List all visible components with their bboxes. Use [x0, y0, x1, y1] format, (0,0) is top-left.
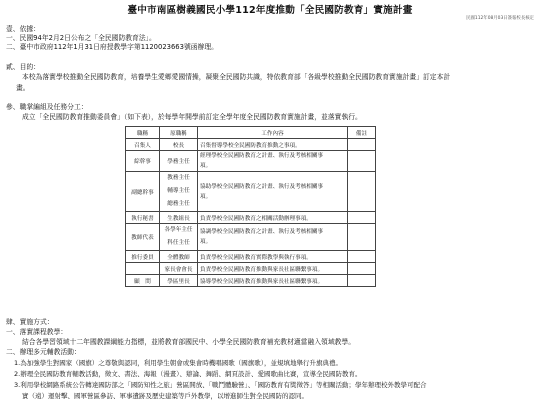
- header-note: 備註: [348, 127, 376, 139]
- section-4-item-2: 二、辦理多元輔教活動：: [6, 348, 81, 356]
- title-cell: [160, 172, 198, 212]
- title-text: 教務主任: [167, 175, 190, 181]
- title-text: 科任主任: [167, 240, 190, 246]
- title-text: 各學年主任: [164, 227, 193, 233]
- section-4-item-1: 一、落實課程教學：: [6, 328, 68, 336]
- table-row: [126, 212, 376, 224]
- work-text-cont: 項。: [200, 239, 212, 245]
- role-cell: 綜幹事: [126, 151, 160, 172]
- work-text: 協調學校全民國防教育之計畫、執行及考核相關事: [200, 229, 324, 235]
- table-row: [126, 172, 376, 212]
- note-cell: [348, 263, 376, 275]
- header-role: 職稱: [126, 127, 160, 139]
- note-cell: [348, 139, 376, 151]
- work-text-cont: 項。: [200, 193, 212, 200]
- table-row: [126, 151, 376, 172]
- title-cell: [160, 224, 198, 251]
- title-cell: 家長會會長: [160, 263, 198, 275]
- role-cell: 推行委員: [126, 251, 160, 263]
- table-row: [126, 139, 376, 151]
- activity-item-3-cont: 實（遠）運射擊、國軍營區參訪、軍事遺跡及歷史建築等戶外教學，以增進師生對全民國防的認同。: [22, 392, 308, 400]
- work-cell: 負責學校全民國防教育之相關活動辦理事項。: [198, 212, 348, 224]
- title-cell: 校長: [160, 139, 198, 151]
- approval-note: 民國112年08月03日簽報校長核定: [466, 16, 534, 21]
- work-text: 協助學校全民國防教育之計畫、執行及考核相關事: [200, 183, 324, 190]
- section-1-item-2: 二、臺中市政府112年1月31日府授教學字第1120023663號函辦理。: [6, 43, 218, 51]
- section-2-body-line-1: 本校為落實學校推動全民國防教育，培養學生愛鄉愛國情操，凝聚全民國防共識，特依教育部「各級學校推動全民國防教育實施計畫」訂定本計: [22, 73, 451, 81]
- work-cell: [198, 172, 348, 212]
- section-4-heading: 肆、實施方式：: [6, 318, 54, 326]
- section-2-body-line-2: 畫。: [16, 84, 30, 92]
- section-2-heading: 貳、目的：: [6, 63, 40, 71]
- table-row: [126, 275, 376, 287]
- header-title: 原職稱: [160, 127, 198, 139]
- table-row: [126, 263, 376, 275]
- note-cell: [348, 151, 376, 172]
- role-cell: 召集人: [126, 139, 160, 151]
- title-cell: 學務主任: [160, 151, 198, 172]
- activity-item-1: 1.為加強學生對國家（國旗）之尊敬與認同，利用學生朝會或集會時機唱國歌（國旗歌），並規填地舉行升旗典禮。: [14, 359, 342, 367]
- section-3-intro: 成立「全民國防教育推動委員會」（如下表），於每學年開學前訂定全學年度全民國防教育實施計畫，並落實執行。: [22, 113, 362, 121]
- table-header-row: [126, 127, 376, 139]
- role-cell: 顧 問: [126, 275, 160, 287]
- note-cell: [348, 224, 376, 251]
- work-text-cont: 項。: [200, 163, 212, 169]
- section-1-heading: 壹、依據：: [6, 25, 40, 33]
- note-cell: [348, 251, 376, 263]
- note-cell: [348, 172, 376, 212]
- work-cell: 召集督導學校全民國防教育推動之事項。: [198, 139, 348, 151]
- title-text: 輔導主任: [167, 188, 190, 194]
- role-cell: [126, 263, 160, 275]
- activity-item-3: 3.利用學校網路系統公告轉達國防部之「國防知性之旅」營區開放、「戰鬥體驗營」、「國防教育有獎徵答」等相關活動；學年辦理校外教學可配合: [14, 381, 427, 389]
- header-work: 工作內容: [198, 127, 348, 139]
- work-text: 經理學校全民國防教育之計畫、執行及考核相關事: [200, 153, 324, 159]
- section-4-item-1-body: 結合各學習領域十二年國教課綱能力指標，並將教育部國民中、小學全民國防教育補充教材適當融入領域教學。: [22, 338, 356, 346]
- activity-item-2: 2.辦理全民國防教育輔教活動，徵文、書法、海報（漫畫）、辯論、舞蹈、網頁設計、愛國歌曲比賽，宣導全民國防教育。: [14, 370, 362, 378]
- work-cell: [198, 151, 348, 172]
- committee-table: [125, 126, 376, 287]
- section-3-heading: 參、職掌編組及任務分工：: [6, 103, 88, 111]
- document-title: 臺中市南區樹義國民小學112年度推動「全民國防教育」實施計畫: [127, 5, 413, 16]
- note-cell: [348, 275, 376, 287]
- title-cell: 學區里長: [160, 275, 198, 287]
- table-row: [126, 224, 376, 251]
- note-cell: [348, 212, 376, 224]
- work-cell: 負責學校全民國防教育推動與家長社區聯繫事項。: [198, 263, 348, 275]
- section-1-item-1: 一、民國94年2月2日公布之「全民國防教育法」。: [6, 34, 156, 42]
- work-cell: [198, 224, 348, 251]
- work-cell: 負責學校全民國防教育實際教學與執行事項。: [198, 251, 348, 263]
- work-cell: 協導學校全民國防教育推動與家長社區聯繫事項。: [198, 275, 348, 287]
- title-cell: 生教組長: [160, 212, 198, 224]
- title-cell: 全體教師: [160, 251, 198, 263]
- role-cell: 教師代表: [126, 224, 160, 251]
- table-row: [126, 251, 376, 263]
- title-text: 總務主任: [167, 201, 190, 207]
- role-cell: 副總幹事: [126, 172, 160, 212]
- role-cell: 執行秘書: [126, 212, 160, 224]
